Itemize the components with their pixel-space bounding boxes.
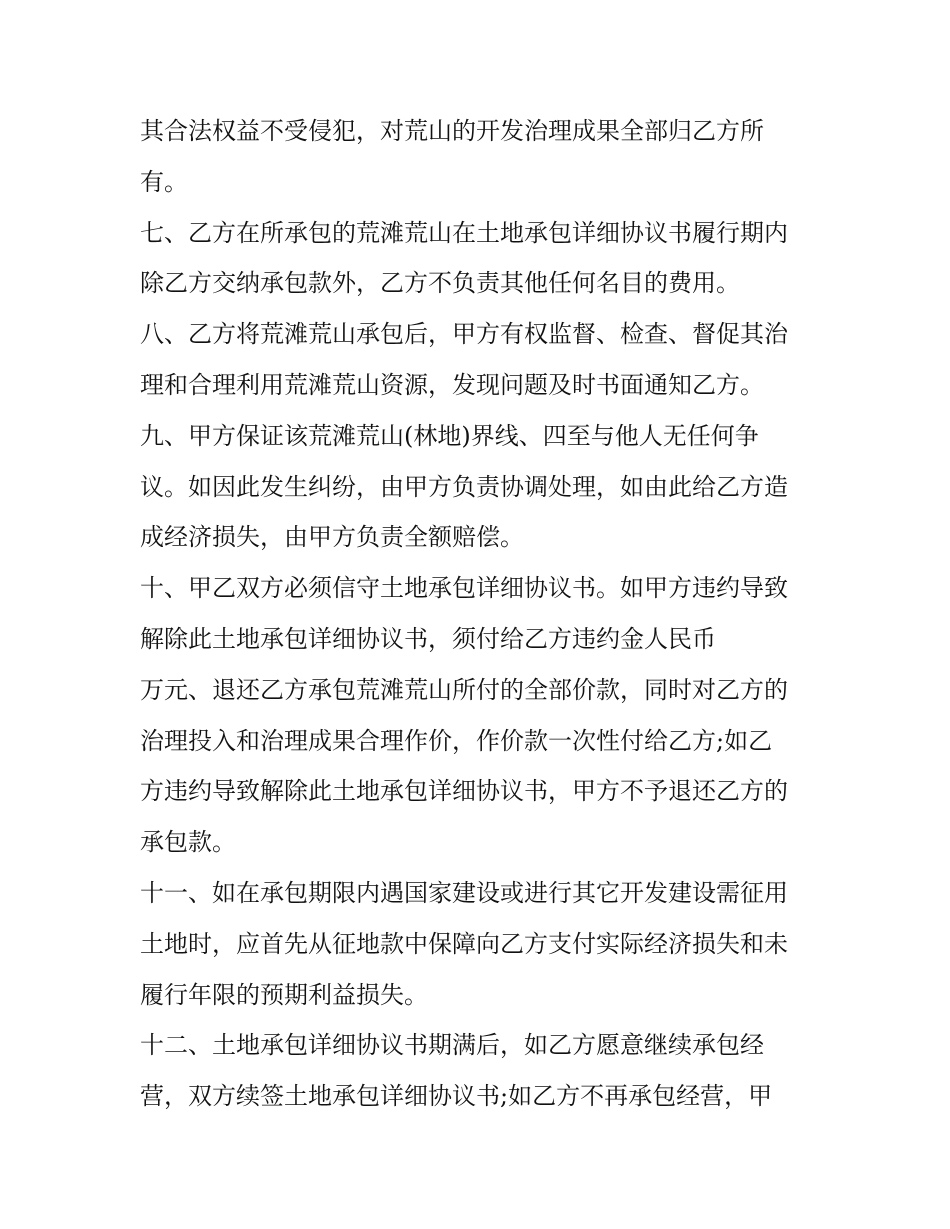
text-line: 承包款。	[140, 828, 236, 857]
text-line: 解除此土地承包详细协议书，须付给乙方违约金人民币	[140, 624, 716, 653]
text-line: 十、甲乙双方必须信守土地承包详细协议书。如甲方违约导致	[140, 574, 788, 603]
document-body	[140, 106, 820, 1122]
text-line: 其合法权益不受侵犯，对荒山的开发治理成果全部归乙方所	[140, 117, 764, 145]
text-line: 有。	[140, 167, 188, 196]
text-line: 九、甲方保证该荒滩荒山(林地)界线、四至与他人无任何争	[140, 421, 759, 450]
text-line: 八、乙方将荒滩荒山承包后，甲方有权监督、检查、督促其治	[140, 320, 788, 349]
text-line: 十二、土地承包详细协议书期满后，如乙方愿意继续承包经	[140, 1031, 764, 1060]
text-line: 七、乙方在所承包的荒滩荒山在土地承包详细协议书履行期内	[140, 218, 788, 247]
text-line: 除乙方交纳承包款外，乙方不负责其他任何名目的费用。	[140, 269, 740, 298]
text-line: 营，双方续签土地承包详细协议书;如乙方不再承包经营，甲	[140, 1082, 773, 1111]
text-line: 履行年限的预期利益损失。	[140, 980, 428, 1009]
text-line: 议。如因此发生纠纷，由甲方负责协调处理，如由此给乙方造	[140, 472, 788, 501]
text-line: 方违约导致解除此土地承包详细协议书，甲方不予退还乙方的	[140, 777, 788, 806]
text-line: 治理投入和治理成果合理作价，作价款一次性付给乙方;如乙	[140, 726, 773, 755]
text-line: 成经济损失，由甲方负责全额赔偿。	[140, 523, 524, 552]
text-line: 万元、退还乙方承包荒滩荒山所付的全部价款，同时对乙方的	[140, 675, 788, 704]
text-line: 理和合理利用荒滩荒山资源，发现问题及时书面通知乙方。	[140, 370, 764, 399]
text-line: 土地时，应首先从征地款中保障向乙方支付实际经济损失和未	[140, 929, 788, 958]
text-line: 十一、如在承包期限内遇国家建设或进行其它开发建设需征用	[140, 878, 788, 907]
